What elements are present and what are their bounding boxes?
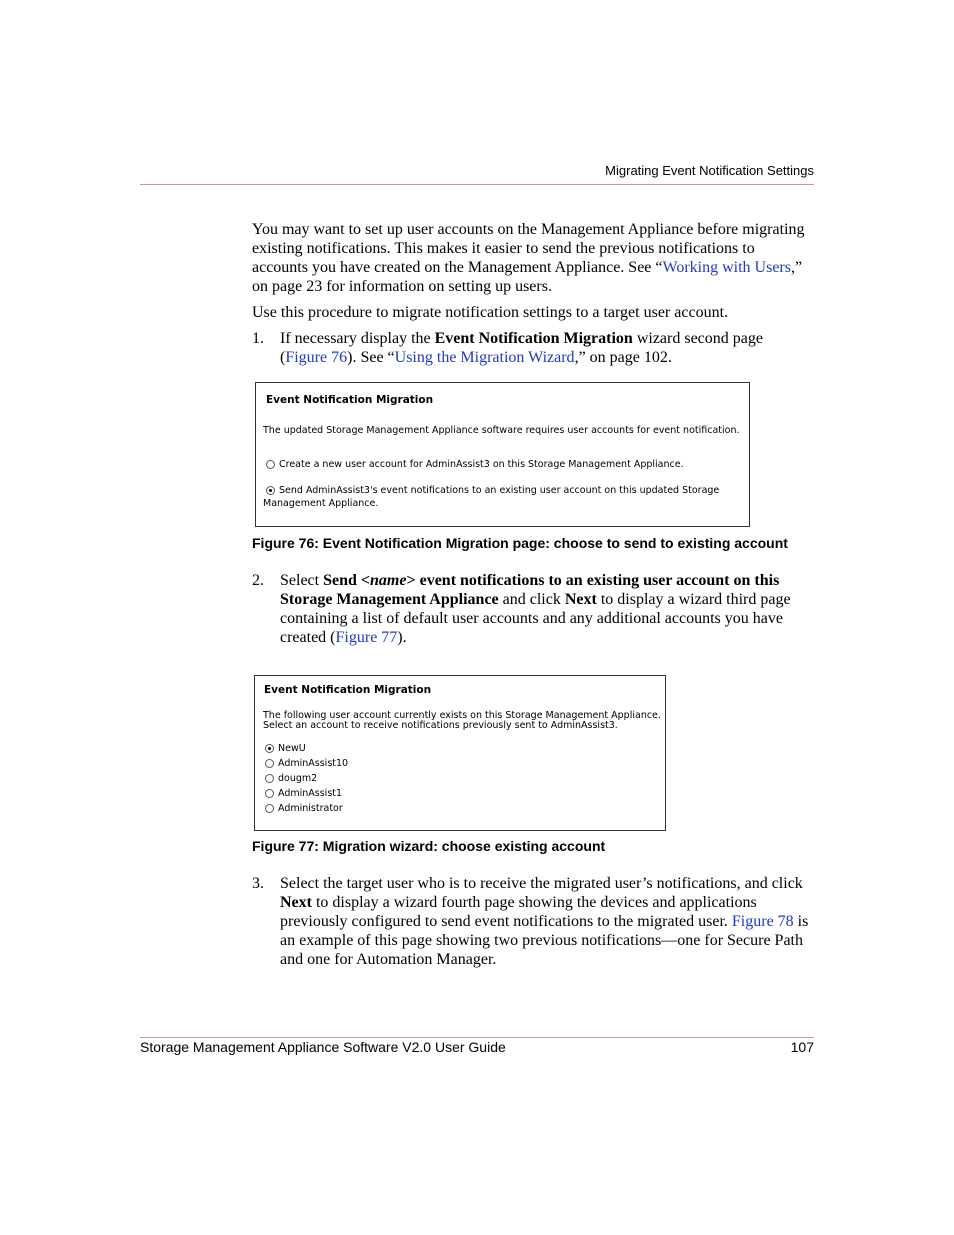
radio-button[interactable]	[265, 774, 274, 783]
account-option[interactable]	[265, 743, 306, 754]
step-text: Select the target user who is to receive the migrated user’s notifications, and click	[280, 875, 803, 892]
step-number: 1.	[252, 330, 264, 347]
page-number: 107	[790, 1039, 814, 1055]
radio-button[interactable]	[266, 460, 275, 469]
intro-paragraph-1	[252, 220, 814, 296]
option-name: Send <	[323, 572, 371, 589]
footer-title: Storage Management Appliance Software V2.0 User Guide	[140, 1039, 506, 1055]
step-text: to display a wizard fourth page showing the devices and applications previously configured to send event notifications to the migrated user.	[280, 894, 757, 930]
account-label: NewU	[278, 743, 306, 754]
figure-78-link[interactable]: Figure 78	[731, 913, 794, 930]
option-label: Create a new user account for AdminAssist3 on this Storage Management Appliance.	[279, 459, 684, 470]
radio-button[interactable]	[265, 759, 274, 768]
step-text: is an example of this page showing two previous notifications—one for Secure Path and one for Automation Manager.	[280, 913, 809, 968]
step-text: ).	[397, 629, 407, 646]
option-create-account[interactable]	[266, 459, 684, 470]
wizard-name: Event Notification Migration	[434, 330, 633, 347]
account-option[interactable]	[265, 758, 348, 769]
screenshot-description-2: Select an account to receive notifications previously sent to AdminAssist3.	[263, 720, 618, 731]
account-label: AdminAssist10	[278, 758, 349, 769]
working-with-users-link[interactable]: Working with Users	[662, 259, 791, 276]
next-label: Next	[564, 591, 597, 608]
radio-button-selected[interactable]	[265, 744, 274, 753]
account-option[interactable]	[265, 773, 317, 784]
option-send-existing[interactable]	[266, 485, 719, 496]
step-text: ). See “	[347, 349, 395, 366]
intro-text-after: ,” on page 23 for information on setting up users.	[252, 259, 803, 295]
step-1	[252, 329, 814, 367]
figure-76-caption: Figure 76: Event Notification Migration page: choose to send to existing account	[252, 535, 788, 551]
radio-button[interactable]	[265, 804, 274, 813]
figure-77-caption: Figure 77: Migration wizard: choose existing account	[252, 838, 606, 854]
screenshot-description: The updated Storage Management Appliance software requires user accounts for event notification.	[263, 425, 740, 436]
step-text: wizard second page (	[280, 330, 763, 366]
step-text: Select	[280, 572, 324, 589]
radio-button[interactable]	[265, 789, 274, 798]
option-label: Send AdminAssist3's event notifications to an existing user account on this updated Storage	[279, 485, 720, 496]
figure-76-screenshot	[255, 382, 750, 527]
account-option[interactable]	[265, 803, 343, 814]
option-name: > event notifications to an existing user account on this Storage Management Appliance	[280, 572, 780, 608]
figure-76-link[interactable]: Figure 76	[285, 349, 348, 366]
intro-text: You may want to set up user accounts on the Management Appliance before migrating existing notifications. This makes it easier to send the previous notifications to accounts you have created on the Management Appliance. See “	[252, 221, 805, 276]
footer-rule	[140, 1037, 814, 1038]
screenshot-title: Event Notification Migration	[264, 684, 432, 696]
step-number: 3.	[252, 875, 264, 892]
step-2	[252, 571, 814, 647]
step-text: and click	[498, 591, 565, 608]
account-option[interactable]	[265, 788, 342, 799]
figure-77-screenshot	[254, 675, 666, 831]
migration-wizard-link[interactable]: Using the Migration Wizard	[394, 349, 575, 366]
radio-button-selected[interactable]	[266, 486, 275, 495]
account-label: Administrator	[278, 803, 343, 814]
option-label-continued: Management Appliance.	[263, 498, 379, 509]
next-label: Next	[280, 894, 312, 911]
figure-77-link[interactable]: Figure 77	[335, 629, 398, 646]
step-number: 2.	[252, 572, 264, 589]
step-text: If necessary display the	[280, 330, 435, 347]
account-label: dougm2	[278, 773, 318, 784]
step-text: to display a wizard third page containing a list of default user accounts and any additional accounts you have created (	[280, 591, 791, 646]
screenshot-title: Event Notification Migration	[266, 394, 434, 406]
screenshot-description-1: The following user account currently exists on this Storage Management Appliance.	[263, 710, 661, 721]
running-header: Migrating Event Notification Settings	[605, 163, 814, 178]
account-label: AdminAssist1	[278, 788, 343, 799]
intro-paragraph-2: Use this procedure to migrate notification settings to a target user account.	[252, 304, 729, 321]
option-name-placeholder: name	[370, 572, 407, 589]
step-3	[252, 874, 814, 969]
step-text: ,” on page 102.	[574, 349, 672, 366]
header-rule	[140, 184, 814, 185]
